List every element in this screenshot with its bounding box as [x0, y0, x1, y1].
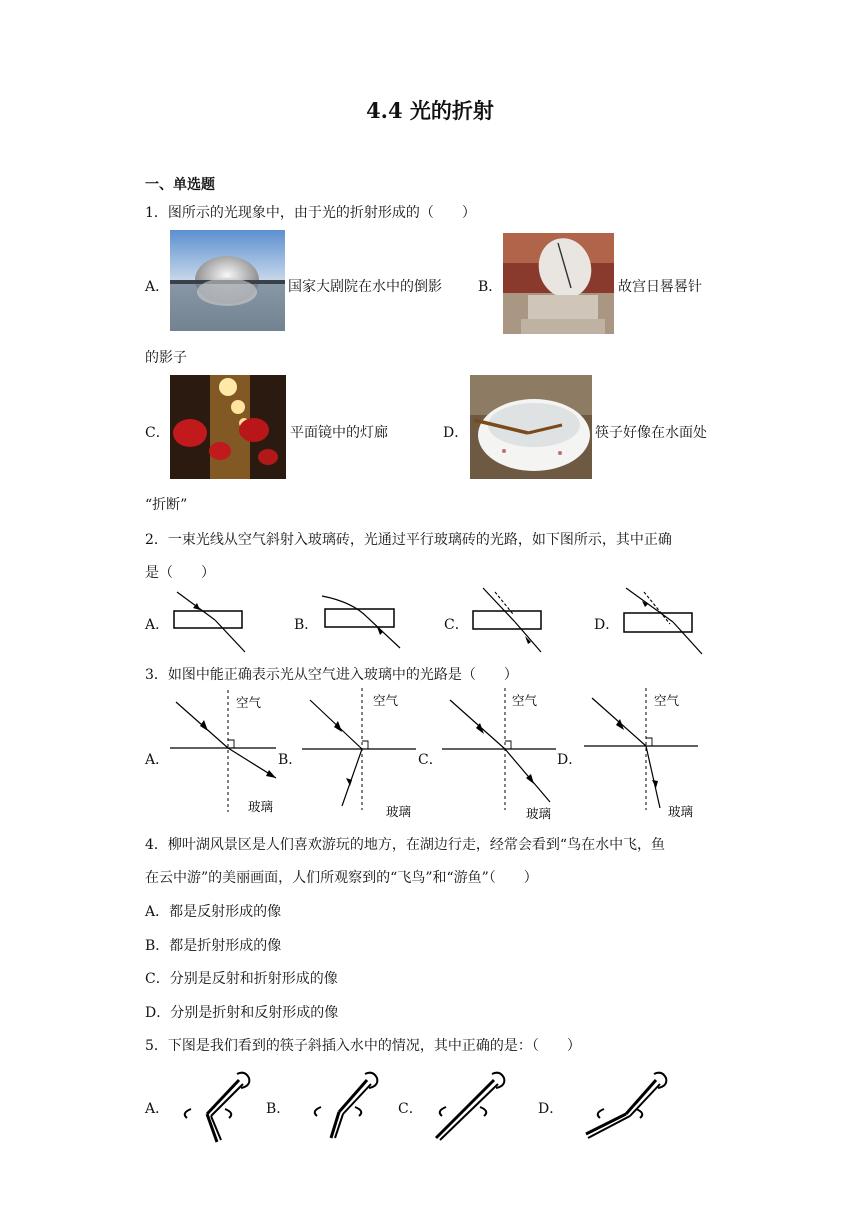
q4-option-d: D．分别是折射和反射形成的像 [145, 1005, 339, 1021]
q4-option-c: C．分别是反射和折射形成的像 [145, 971, 338, 987]
q5-diagram-b [305, 1068, 395, 1148]
q5-diagram-a [175, 1068, 265, 1148]
q3-option-d-label: D． [557, 752, 583, 768]
q1-option-d-text: 筷子好像在水面处 [595, 425, 707, 441]
q1-option-a-label: A． [145, 279, 170, 295]
q3-diagram-a [168, 690, 280, 820]
q5-stem: 5．下图是我们看到的筷子斜插入水中的情况，其中正确的是：（ ） [145, 1038, 581, 1054]
q1-option-c-label: C． [145, 425, 170, 441]
q2-option-a-label: A． [145, 617, 170, 633]
q3-diagram-c [440, 688, 560, 820]
q3-b-glass-label: 玻璃 [386, 804, 412, 819]
q5-option-c-label: C． [398, 1101, 423, 1117]
q2-stem-line2: 是（ ） [145, 565, 215, 581]
q3-diagram-d [582, 688, 702, 820]
q2-option-c-label: C． [444, 617, 469, 633]
q3-b-air-label: 空气 [373, 693, 399, 708]
q1-option-d-cont: “折断” [145, 497, 188, 513]
page-title: 4.4 光的折射 [366, 98, 494, 123]
q3-a-air-label: 空气 [236, 695, 262, 710]
q3-a-glass-label: 玻璃 [248, 799, 274, 814]
q5-option-a-label: A． [145, 1101, 170, 1117]
q3-c-glass-label: 玻璃 [526, 806, 552, 821]
q4-stem-line2: 在云中游”的美丽画面，人们所观察到的“飞鸟”和“游鱼”（ ） [145, 870, 538, 886]
q2-diagram-b [318, 588, 408, 658]
q3-option-c-label: C． [418, 752, 443, 768]
q3-stem: 3．如图中能正确表示光从空气进入玻璃中的光路是（ ） [145, 667, 518, 683]
q5-diagram-c [430, 1068, 520, 1148]
opera-house-reflection-photo [170, 230, 285, 331]
q1-stem: 1．图所示的光现象中，由于光的折射形成的（ ） [145, 205, 476, 221]
q3-d-glass-label: 玻璃 [668, 804, 694, 819]
section-heading: 一、单选题 [145, 177, 215, 193]
chopsticks-bowl-photo [470, 375, 592, 479]
q3-diagram-b [300, 688, 420, 818]
q3-d-air-label: 空气 [654, 693, 680, 708]
q5-diagram-d [578, 1068, 678, 1148]
q2-diagram-c [465, 586, 555, 656]
q1-option-c-text: 平面镜中的灯廊 [290, 425, 388, 441]
q4-option-a: A．都是反射形成的像 [145, 904, 282, 920]
q3-c-air-label: 空气 [512, 693, 538, 708]
q1-option-b-label: B． [478, 279, 503, 295]
q5-option-d-label: D． [538, 1101, 564, 1117]
q2-diagram-a [165, 588, 255, 658]
q5-option-b-label: B． [266, 1101, 291, 1117]
q1-option-b-text: 故宫日晷晷针 [618, 279, 702, 295]
q4-option-b: B．都是折射形成的像 [145, 938, 282, 954]
q2-stem-line1: 2．一束光线从空气斜射入玻璃砖，光通过平行玻璃砖的光路，如下图所示，其中正确 [145, 532, 672, 548]
q2-option-d-label: D． [594, 617, 620, 633]
sundial-photo [503, 233, 614, 334]
q1-option-d-label: D． [443, 425, 469, 441]
q1-option-b-cont: 的影子 [145, 350, 187, 366]
q2-option-b-label: B． [294, 617, 319, 633]
q3-option-b-label: B． [278, 752, 303, 768]
q4-stem-line1: 4．柳叶湖风景区是人们喜欢游玩的地方，在湖边行走，经常会看到“鸟在水中飞，鱼 [145, 837, 666, 853]
q2-diagram-d [618, 586, 708, 658]
q3-option-a-label: A． [145, 752, 170, 768]
q1-option-a-text: 国家大剧院在水中的倒影 [288, 279, 442, 295]
lantern-corridor-photo [170, 375, 286, 479]
